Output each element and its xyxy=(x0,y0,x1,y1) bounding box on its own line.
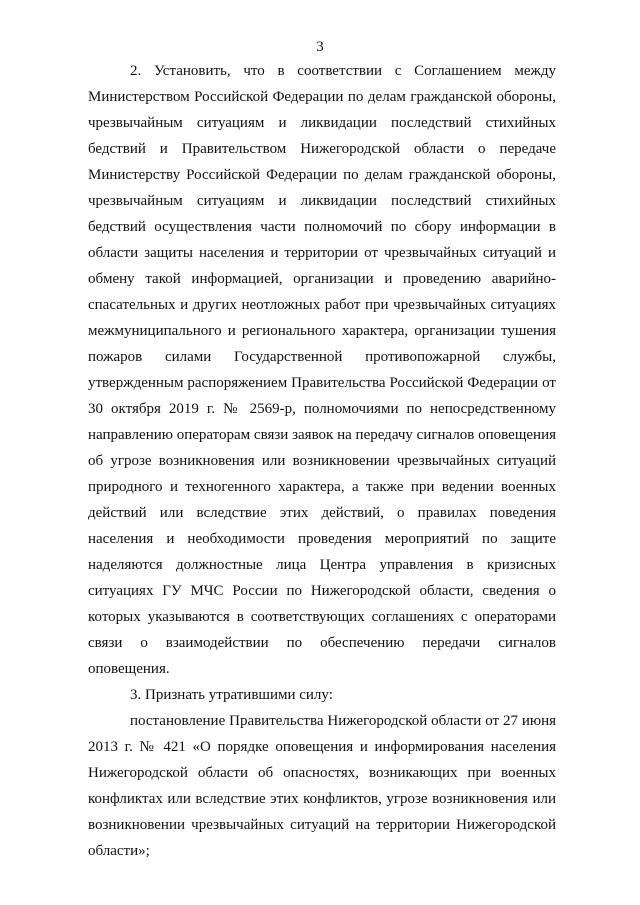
paragraph-repealed-resolution: постановление Правительства Нижегородской области от 27 июня 2013 г. № 421 «О порядке оповещения и информирования населения Нижегородской области об опасностях, возникающих при военных конфликтах или вследствие этих конфликтов, угрозе возникновения или возникновении чрезвычайных ситуаций на территории Нижегородской области»; xyxy=(88,713,556,859)
document-body xyxy=(88,58,556,864)
paragraph-item-3: 3. Признать утратившими силу: xyxy=(130,687,333,703)
paragraph-item-2: 2. Установить, что в соответствии с Соглашением между Министерством Российской Федерации по делам гражданской обороны, чрезвычайным ситуациям и ликвидации последствий стихийных бедствий и Правительством Нижегородской области о передаче Министерству Российской Федерации по делам гражданской обороны, чрезвычайным ситуациям и ликвидации последствий стихийных бедствий осуществления части полномочий по сбору информации в области защиты населения и территории от чрезвычайных ситуаций и обмену такой информацией, организации и проведению аварийно-спасательных и других неотложных работ при чрезвычайных ситуациях межмуниципального и регионального характера, организации тушения пожаров силами Государственной противопожарной службы, утвержденным распоряжением Правительства Российской Федерации от 30 октября 2019 г. № 2569-р, полномочиями по непосредственному направлению операторам связи заявок на передачу сигналов оповещения об угрозе возникновения или возникновении чрезвычайных ситуаций природного и техногенного характера, а также при ведении военных действий или вследствие этих действий, о правилах поведения населения и необходимости проведения мероприятий по защите наделяются должностные лица Центра управления в кризисных ситуациях ГУ МЧС России по Нижегородской области, сведения о которых указываются в соответствующих соглашениях с операторами связи о взаимодействии по обеспечению передачи сигналов оповещения. xyxy=(88,63,556,677)
page-number: 3 xyxy=(316,39,324,55)
